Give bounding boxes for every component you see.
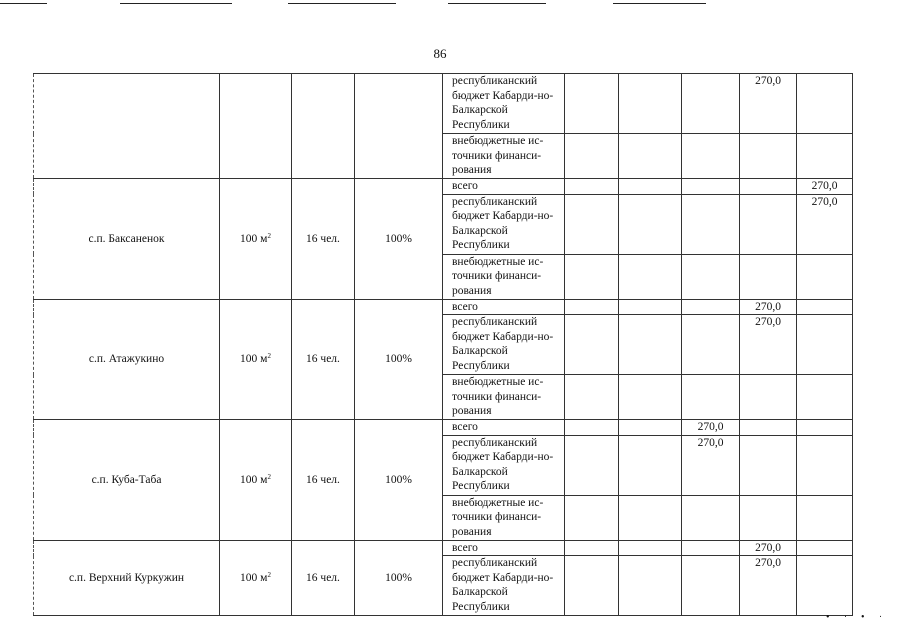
funding-source-cell: всего <box>443 540 565 556</box>
amount-cell <box>682 254 740 299</box>
amount-cell <box>682 315 740 375</box>
amount-cell: 270,0 <box>740 299 797 315</box>
amount-cell: 270,0 <box>682 435 740 495</box>
amount-cell <box>797 315 853 375</box>
amount-cell <box>565 74 619 134</box>
amount-cell <box>619 254 682 299</box>
area-unit-exponent: 2 <box>267 231 271 240</box>
people-cell: 16 чел. <box>292 179 355 300</box>
funding-source-cell: всего <box>443 299 565 315</box>
table-row <box>34 299 853 315</box>
amount-cell <box>565 435 619 495</box>
area-cell <box>220 299 292 420</box>
area-cell <box>220 74 292 179</box>
scan-specks: • ᐧ • ᐧ <box>826 612 888 623</box>
settlement-cell: с.п. Атажукино <box>34 299 220 420</box>
amount-cell <box>797 254 853 299</box>
amount-cell <box>565 315 619 375</box>
amount-cell <box>682 179 740 195</box>
table-row <box>34 74 853 134</box>
people-cell: 16 чел. <box>292 299 355 420</box>
percent-cell: 100% <box>355 420 443 541</box>
people-cell: 16 чел. <box>292 420 355 541</box>
amount-cell: 270,0 <box>740 556 797 616</box>
top-rule <box>120 3 232 4</box>
amount-cell <box>619 74 682 134</box>
amount-cell <box>619 420 682 436</box>
percent-cell: 100% <box>355 299 443 420</box>
amount-cell <box>619 134 682 179</box>
amount-cell <box>797 299 853 315</box>
funding-source-cell: республиканский бюджет Кабарди-но-Балкарской Республики <box>443 556 565 616</box>
amount-cell <box>619 556 682 616</box>
area-unit-exponent: 2 <box>267 472 271 481</box>
top-rule <box>0 3 47 4</box>
amount-cell <box>565 194 619 254</box>
amount-cell <box>797 420 853 436</box>
amount-cell <box>565 420 619 436</box>
amount-cell <box>565 254 619 299</box>
amount-cell <box>682 556 740 616</box>
amount-cell <box>797 540 853 556</box>
settlement-cell <box>34 74 220 179</box>
amount-cell: 270,0 <box>682 420 740 436</box>
area-cell <box>220 540 292 616</box>
percent-cell: 100% <box>355 540 443 616</box>
top-rule <box>613 3 706 4</box>
area-value: 100 м <box>240 473 268 486</box>
amount-cell <box>682 495 740 540</box>
amount-cell <box>797 556 853 616</box>
amount-cell <box>797 495 853 540</box>
amount-cell <box>740 420 797 436</box>
amount-cell <box>740 375 797 420</box>
top-rule <box>288 3 396 4</box>
table-row <box>34 540 853 556</box>
area-value: 100 м <box>240 232 268 245</box>
amount-cell <box>565 375 619 420</box>
amount-cell <box>740 179 797 195</box>
amount-cell <box>682 540 740 556</box>
funding-source-cell: внебюджетные ис-точники финанси-рования <box>443 375 565 420</box>
amount-cell <box>740 134 797 179</box>
amount-cell <box>740 495 797 540</box>
amount-cell <box>797 375 853 420</box>
amount-cell <box>740 254 797 299</box>
funding-source-cell: республиканский бюджет Кабарди-но-Балкарской Республики <box>443 194 565 254</box>
amount-cell <box>565 134 619 179</box>
amount-cell <box>565 179 619 195</box>
amount-cell: 270,0 <box>797 179 853 195</box>
amount-cell <box>565 299 619 315</box>
settlement-cell: с.п. Баксаненок <box>34 179 220 300</box>
budget-table <box>33 73 853 616</box>
amount-cell <box>565 556 619 616</box>
amount-cell <box>682 375 740 420</box>
table-row <box>34 420 853 436</box>
amount-cell <box>682 74 740 134</box>
table-row <box>34 179 853 195</box>
funding-source-cell: республиканский бюджет Кабарди-но-Балкарской Республики <box>443 435 565 495</box>
amount-cell <box>619 435 682 495</box>
funding-source-cell: внебюджетные ис-точники финанси-рования <box>443 254 565 299</box>
amount-cell: 270,0 <box>740 315 797 375</box>
funding-source-cell: республиканский бюджет Кабарди-но-Балкарской Республики <box>443 74 565 134</box>
funding-source-cell: всего <box>443 179 565 195</box>
page-number: 86 <box>433 46 447 61</box>
area-value: 100 м <box>240 571 268 584</box>
amount-cell <box>740 435 797 495</box>
amount-cell: 270,0 <box>740 540 797 556</box>
people-cell: 16 чел. <box>292 540 355 616</box>
area-value: 100 м <box>240 353 268 365</box>
amount-cell <box>740 194 797 254</box>
amount-cell <box>682 194 740 254</box>
area-cell <box>220 179 292 300</box>
amount-cell <box>619 179 682 195</box>
area-unit-exponent: 2 <box>267 570 271 579</box>
amount-cell <box>797 134 853 179</box>
funding-source-cell: республиканский бюджет Кабарди-но-Балкарской Республики <box>443 315 565 375</box>
amount-cell <box>619 194 682 254</box>
top-rule <box>448 3 546 4</box>
amount-cell <box>619 315 682 375</box>
funding-source-cell: всего <box>443 420 565 436</box>
people-cell <box>292 74 355 179</box>
amount-cell <box>682 134 740 179</box>
amount-cell: 270,0 <box>797 194 853 254</box>
amount-cell: 270,0 <box>740 74 797 134</box>
amount-cell <box>619 375 682 420</box>
amount-cell <box>797 74 853 134</box>
area-cell <box>220 420 292 541</box>
funding-source-cell: внебюджетные ис-точники финанси-рования <box>443 134 565 179</box>
amount-cell <box>565 495 619 540</box>
amount-cell <box>619 495 682 540</box>
settlement-cell: с.п. Верхний Куркужин <box>34 540 220 616</box>
amount-cell <box>619 299 682 315</box>
amount-cell <box>619 540 682 556</box>
settlement-cell: с.п. Куба-Таба <box>34 420 220 541</box>
amount-cell <box>682 299 740 315</box>
percent-cell: 100% <box>355 179 443 300</box>
percent-cell <box>355 74 443 179</box>
amount-cell <box>797 435 853 495</box>
area-unit-exponent: 2 <box>267 352 271 360</box>
funding-source-cell: внебюджетные ис-точники финанси-рования <box>443 495 565 540</box>
amount-cell <box>565 540 619 556</box>
